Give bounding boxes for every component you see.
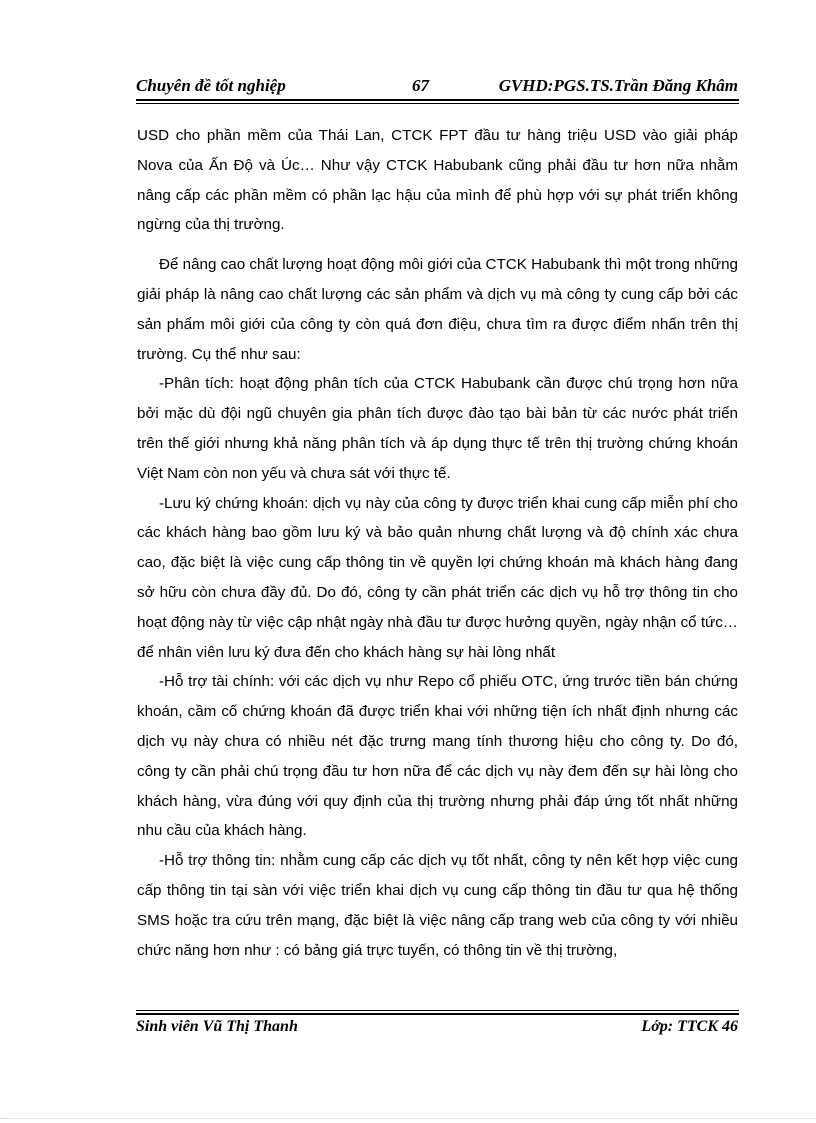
paragraph-information-support: -Hỗ trợ thông tin: nhằm cung cấp các dịch vụ tốt nhất, công ty nên kết hợp việc cung cấp thông tin tại sàn với việc triển khai dịch vụ cung cấp thông tin đầu tư qua hệ thống SMS hoặc tra cứu trên mạng, đặc biệt là việc nâng cấp trang web của công ty với nhiều chức năng hơn như : có bảng giá trực tuyến, có thông tin về thị trường, [137, 852, 738, 959]
header-page-number: 67 [412, 76, 429, 95]
header-advisor: GVHD:PGS.TS.Trần Đăng Khâm [498, 76, 738, 95]
header-thesis-title: Chuyên đề tốt nghiệp [136, 76, 286, 95]
paragraph-custody: -Lưu ký chứng khoán: dịch vụ này của công ty được triển khai cung cấp miễn phí cho các khách hàng bao gồm lưu ký và bảo quản nhưng chất lượng và độ chính xác chưa cao, đặc biệt là việc cung cấp thông tin về quyền lợi chứng khoán mà khách hàng đang sở hữu còn chưa đầy đủ. Do đó, công ty cần phát triển các dịch vụ hỗ trợ thông tin cho hoạt động này từ việc cập nhật ngày nhà đầu tư được hưởng quyền, ngày nhận cổ tức… để nhân viên lưu ký đưa đến cho khách hàng sự hài lòng nhất [137, 494, 738, 661]
page-body [137, 121, 738, 965]
footer-rule-thick [136, 1013, 739, 1015]
footer-rule-thin [136, 1010, 739, 1011]
page-edge-divider [0, 1118, 816, 1119]
page-header [136, 74, 738, 98]
paragraph-financial-support: -Hỗ trợ tài chính: với các dịch vụ như Repo cổ phiếu OTC, ứng trước tiền bán chứng khoán, cầm cố chứng khoán đã được triển khai với những tiện ích nhất định nhưng các dịch vụ này chưa có nhiều nét đặc trưng mang tính thương hiệu cho công ty. Do đó, công ty cần phải chú trọng đầu tư hơn nữa để các dịch vụ này đem đến sự hài lòng cho khách hàng, vừa đúng với quy định của thị trường nhưng phải đáp ứng tốt nhất những nhu cầu của khách hàng. [137, 673, 738, 840]
footer-student-name: Sinh viên Vũ Thị Thanh [136, 1018, 298, 1035]
page-footer [136, 1016, 738, 1040]
header-rule-thick [136, 99, 739, 101]
paragraph-analysis: -Phân tích: hoạt động phân tích của CTCK Habubank cần được chú trọng hơn nữa bởi mặc dù đội ngũ chuyên gia phân tích được đào tạo bài bản từ các nước phát triển trên thế giới nhưng khả năng phân tích và áp dụng thực tế trên thị trường chứng khoán Việt Nam còn non yếu và chưa sát với thực tế. [137, 375, 738, 482]
footer-class: Lớp: TTCK 46 [641, 1018, 738, 1035]
header-rule-thin [136, 103, 739, 104]
paragraph-intro: Để nâng cao chất lượng hoạt động môi giới của CTCK Habubank thì một trong những giải pháp là nâng cao chất lượng các sản phẩm và dịch vụ mà công ty cung cấp bởi các sản phẩm môi giới của công ty còn quá đơn điệu, chưa tìm ra được điểm nhấn trên thị trường. Cụ thể như sau: [137, 256, 738, 363]
paragraph-continuation: USD cho phần mềm của Thái Lan, CTCK FPT đầu tư hàng triệu USD vào giải pháp Nova của Ấn Độ và Úc… Như vậy CTCK Habubank cũng phải đầu tư hơn nữa nhằm nâng cấp các phần mềm có phần lạc hậu của mình để phù hợp với sự phát triển không ngừng của thị trường. [137, 127, 738, 234]
